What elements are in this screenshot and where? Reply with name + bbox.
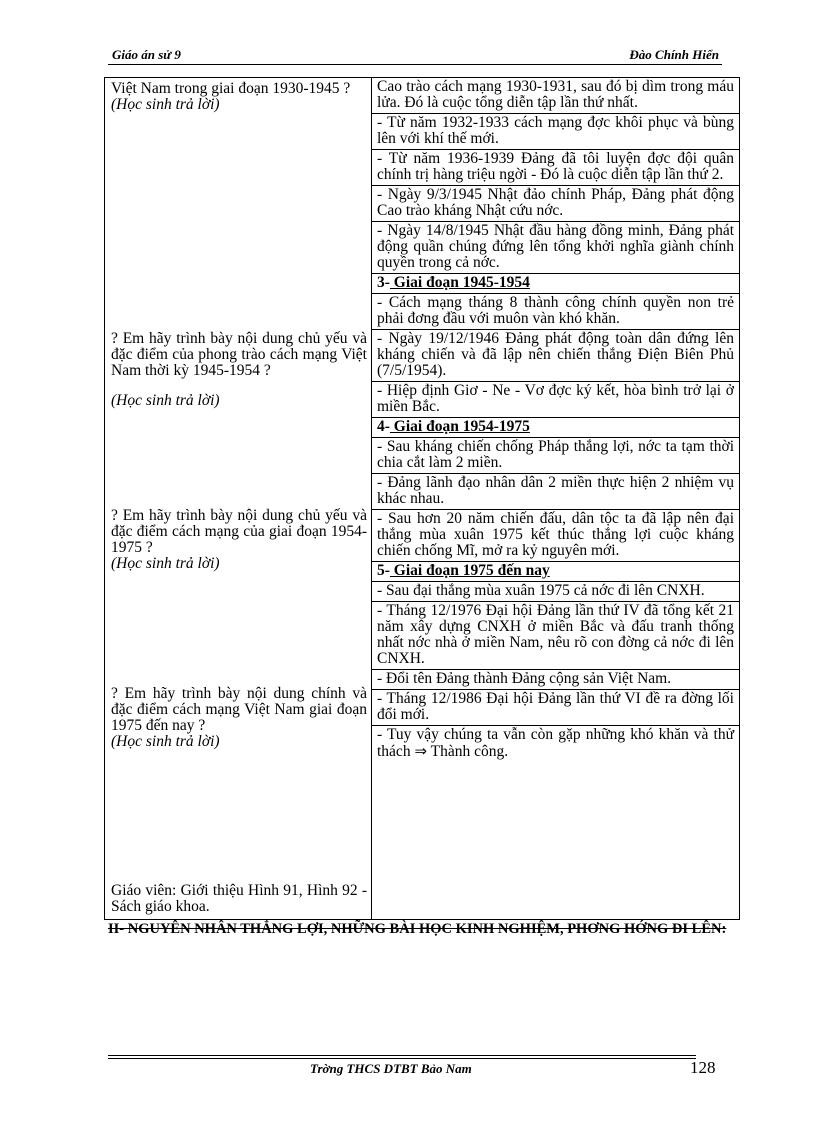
answer-item: - Đảng lãnh đạo nhân dân 2 miền thực hiện 2 nhiệm vụ khác nhau. [372, 474, 739, 510]
section-2-heading: II- NGUYÊN NHÂN THẮNG LỢI, NHỮNG BÀI HỌC KINH NGHIỆM, PHƠNG HỚNG ĐI LÊN: [108, 921, 727, 937]
answer-item: - Ngày 19/12/1946 Đảng phát động toàn dân đứng lên kháng chiến và đã lập nên chiến thắng Điện Biên Phủ (7/5/1954). [372, 330, 739, 382]
page-number: 128 [690, 1058, 716, 1077]
header-rule [108, 64, 722, 65]
answer-item: - Đổi tên Đảng thành Đảng cộng sản Việt Nam. [372, 670, 739, 690]
question-3: ? Em hãy trình bày nội dung chủ yếu và đặc điểm cách mạng của giai đoạn 1954-1975 ? (Học sinh trả lời) [111, 507, 367, 572]
answer-item: - Tháng 12/1986 Đại hội Đảng lần thứ VI đề ra đờng lối đổi mới. [372, 690, 739, 726]
answer-text: - Tuy vậy chúng ta vẫn còn gặp những khó khăn và thử thách [377, 726, 734, 760]
answer-item: - Tháng 12/1976 Đại hội Đảng lần thứ IV đã tổng kết 21 năm xây dựng CNXH ở miền Bắc và đấu tranh thống nhất nớc nhà ở miền Nam, nêu rõ con đờng cả nớc đi lên CNXH. [372, 602, 739, 670]
answer-item: - Sau hơn 20 năm chiến đấu, dân tộc ta đã lập nên đại thắng mùa xuân 1975 kết thúc thắng lợi cuộc kháng chiến chống Mĩ, mở ra kỷ nguyên mới. [372, 510, 739, 562]
question-4: ? Em hãy trình bày nội dung chính và đặc điểm cách mạng Việt Nam giai đoạn 1975 đến nay ? (Học sinh trả lời) [111, 685, 367, 750]
answer-item: - Sau kháng chiến chống Pháp thắng lợi, nớc ta tạm thời chia cắt làm 2 miền. [372, 438, 739, 474]
answer-item [372, 726, 739, 762]
answer-item: - Sau đại thắng mùa xuân 1975 cả nớc đi lên CNXH. [372, 582, 739, 602]
period-title: Giai đoạn 1954-1975 [389, 418, 530, 435]
right-column [372, 78, 740, 920]
answer-item: - Ngày 9/3/1945 Nhật đảo chính Pháp, Đảng phát động Cao trào kháng Nhật cứu nớc. [372, 186, 739, 222]
left-column [105, 78, 372, 920]
period-heading [372, 562, 739, 582]
answer-item: - Hiệp định Giơ - Ne - Vơ đợc ký kết, hòa bình trở lại ở miền Bắc. [372, 382, 739, 418]
period-title: Giai đoạn 1945-1954 [389, 274, 530, 291]
arrow-icon: ⇒ [414, 742, 428, 760]
header-left: Giáo án sử 9 [112, 47, 181, 62]
answer-item: - Từ năm 1936-1939 Đảng đã tôi luyện đợc đội quân chính trị hàng triệu ngời - Đó là cuộc diễn tập lần thứ 2. [372, 150, 739, 186]
header-right: Đào Chính Hiển [629, 47, 719, 62]
period-number: 3- [377, 274, 390, 291]
period-heading [372, 418, 739, 438]
footer-school: Trờng THCS DTBT Bảo Nam [310, 1061, 472, 1076]
footer-rule [108, 1055, 696, 1056]
answer-item: Cao trào cách mạng 1930-1931, sau đó bị dìm trong máu lửa. Đó là cuộc tổng diễn tập lần thứ nhất. [372, 78, 739, 114]
period-title: Giai đoạn 1975 đến nay [389, 562, 550, 579]
page-header [108, 46, 722, 64]
answer-segments [372, 78, 739, 762]
period-number: 4- [377, 418, 390, 435]
question-1: Việt Nam trong giai đoạn 1930-1945 ? (Học sinh trả lời) [111, 80, 351, 113]
period-number: 5- [377, 562, 390, 579]
question-2: ? Em hãy trình bày nội dung chủ yếu và đặc điểm của phong trào cách mạng Việt Nam thời kỳ 1945-1954 ? (Học sinh trả lời) [111, 330, 367, 409]
footer-rule-2 [108, 1058, 696, 1059]
period-heading [372, 274, 739, 294]
answer-tail: Thành công. [427, 743, 509, 760]
answer-item: - Từ năm 1932-1933 cách mạng đợc khôi phục và bùng lên với khí thế mới. [372, 114, 739, 150]
lesson-table [104, 77, 740, 920]
answer-item: - Cách mạng tháng 8 thành công chính quyền non trẻ phải đơng đầu với muôn vàn khó khăn. [372, 294, 739, 330]
answer-item: - Ngày 14/8/1945 Nhật đầu hàng đồng minh, Đảng phát động quần chúng đứng lên tổng khởi nghĩa giành chính quyền trong cả nớc. [372, 222, 739, 274]
teacher-note: Giáo viên: Giới thiệu Hình 91, Hình 92 - Sách giáo khoa. [111, 882, 367, 915]
